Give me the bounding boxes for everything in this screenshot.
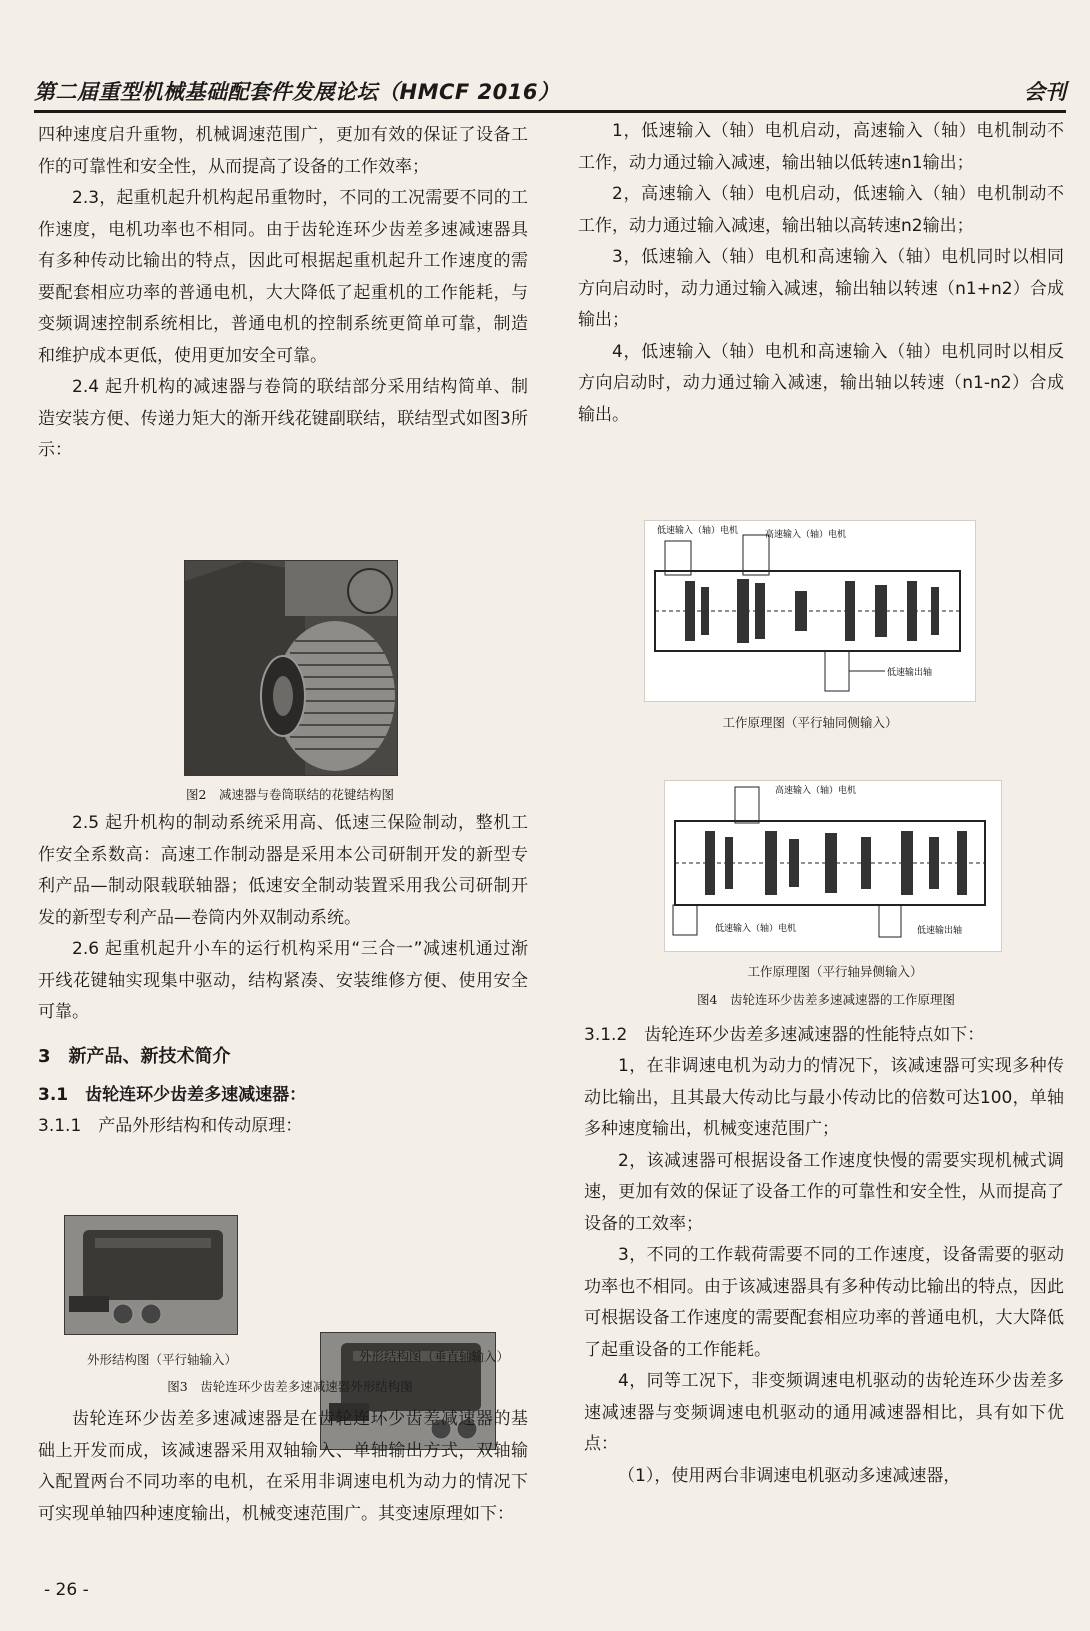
figure-2-caption: 图2 减速器与卷筒联结的花键结构图 [186, 787, 394, 802]
section-3-heading: 3 新产品、新技术简介 [38, 1045, 231, 1067]
figure-3-caption: 图3 齿轮连环少齿差多速减速器外形结构图 [167, 1379, 413, 1394]
section-3-1-heading: 3.1 齿轮连环少齿差多速减速器： [38, 1084, 307, 1105]
figure-2-photo [184, 560, 398, 776]
label-high-input-2: 高速输入（轴）电机 [775, 786, 857, 796]
principle-3: 3，低速输入（轴）电机和高速输入（轴）电机同时以相同方向启动时，动力通过输入减速，输出轴以转速（n1+n2）合成输出； [578, 247, 1064, 330]
coupling-illustration [185, 561, 397, 775]
paragraph-2-3: 2.3，起重机起升机构起吊重物时，不同的工况需要不同的工作速度，电机功率也不相同。由于齿轮连环少齿差多速减速器具有多种传动比输出的特点，因此可根据起重机起升工作速度的需要配套相应功率的普通电机，大大降低了起重机的工作能耗，与变频调速控制系统相比，普通电机的控制系统更简单可靠，制造和维护成本更低，使用更加安全可靠。 [38, 188, 528, 366]
feature-3: 3，不同的工作载荷需要不同的工作速度，设备需要的驱动功率也不相同。由于该减速器具有多种传动比输出的特点，因此可根据设备工作速度的需要配套相应功率的普通电机，大大降低了起重设备的工作能耗。 [584, 1245, 1064, 1360]
figure-3-photo-parallel [64, 1215, 238, 1335]
label-low-input-2: 低速输入（轴）电机 [715, 924, 797, 934]
figure-3-sub-caption-2: 外形结构图（垂直轴输入） [358, 1349, 509, 1364]
paragraph-2-6: 2.6 起重机起升小车的运行机构采用“三合一”减速机通过渐开线花键轴实现集中驱动，结构紧凑、安装维修方便、使用安全可靠。 [38, 939, 528, 1022]
paragraph: 四种速度启升重物，机械调速范围广，更加有效的保证了设备工作的可靠性和安全性，从而提高了设备的工作效率； [38, 125, 528, 177]
paragraph-intro: 齿轮连环少齿差多速减速器是在齿轮连环少齿差减速器的基础上开发而成，该减速器采用双轴输入、单轴输出方式，双轴输入配置两台不同功率的电机，在采用非调速电机为动力的情况下可实现单轴四种速度输出，机械变速范围广。其变速原理如下： [38, 1409, 528, 1524]
feature-4: 4，同等工况下，非变频调速电机驱动的齿轮连环少齿差多速减速器与变频调速电机驱动的通用减速器相比，具有如下优点： [584, 1371, 1064, 1454]
paragraph-2-4: 2.4 起升机构的减速器与卷筒的联结部分采用结构简单、制造安装方便、传递力矩大的渐开线花键副联结，联结型式如图3所示： [38, 377, 528, 460]
diagram-1-caption: 工作原理图（平行轴同侧输入） [722, 715, 898, 730]
section-3-1-2-heading: 3.1.2 齿轮连环少齿差多速减速器的性能特点如下： [584, 1025, 985, 1045]
schematic-opposite-side [665, 781, 1001, 951]
feature-4-1: （1），使用两台非调速电机驱动多速减速器， [618, 1465, 961, 1486]
right-column-lower [584, 1020, 1064, 1492]
diagram-2-caption: 工作原理图（平行轴异侧输入） [747, 964, 923, 979]
label-output: 低速输出轴 [887, 668, 933, 678]
figure-4-diagram-opposite-side [664, 780, 1002, 952]
page-header [34, 74, 1066, 113]
section-3-1-1-heading: 3.1.1 产品外形结构和传动原理： [38, 1115, 303, 1136]
principle-4: 4，低速输入（轴）电机和高速输入（轴）电机同时以相反方向启动时，动力通过输入减速，输出轴以转速（n1-n2）合成输出。 [578, 341, 1064, 425]
figure-4-caption: 图4 齿轮连环少齿差多速减速器的工作原理图 [697, 992, 955, 1007]
figure-2 [184, 560, 396, 774]
paragraph-2-5: 2.5 起升机构的制动系统采用高、低速三保险制动，整机工作安全系数高：高速工作制动器是采用本公司研制开发的新型专利产品—制动限载联轴器；低速安全制动装置采用我公司研制开发的新型专利产品—卷筒内外双制动系统。 [38, 813, 528, 928]
left-column-bottom [38, 1404, 528, 1530]
left-column [38, 120, 528, 467]
label-low-input: 低速输入（轴）电机 [657, 526, 739, 536]
left-column-lower [38, 808, 528, 1142]
principle-2: 2，高速输入（轴）电机启动，低速输入（轴）电机制动不工作，动力通过输入减速，输出轴以高转速n2输出； [578, 184, 1064, 236]
label-output-2: 低速输出轴 [917, 926, 963, 936]
right-column [578, 116, 1064, 431]
label-high-input: 高速输入（轴）电机 [765, 530, 847, 540]
feature-1: 1，在非调速电机为动力的情况下，该减速器可实现多种传动比输出，且其最大传动比与最小传动比的倍数可达100，单轴多种速度输出，机械变速范围广； [584, 1056, 1064, 1139]
principle-1: 1，低速输入（轴）电机启动，高速输入（轴）电机制动不工作，动力通过输入减速，输出轴以低转速n1输出； [578, 121, 1064, 173]
feature-2: 2，该减速器可根据设备工作速度快慢的需要实现机械式调速，更加有效的保证了设备工作的可靠性和安全性，从而提高了设备的工效率； [584, 1150, 1064, 1234]
gearbox-parallel-illustration [65, 1216, 237, 1334]
header-tag: 会刊 [1024, 80, 1066, 104]
journal-title: 第二届重型机械基础配套件发展论坛（HMCF 2016） [34, 80, 560, 104]
figure-3-sub-caption-1: 外形结构图（平行轴输入） [86, 1352, 237, 1367]
figure-4-diagram-same-side [644, 520, 976, 702]
page-number: - 26 - [44, 1580, 89, 1600]
schematic-same-side [645, 521, 975, 701]
